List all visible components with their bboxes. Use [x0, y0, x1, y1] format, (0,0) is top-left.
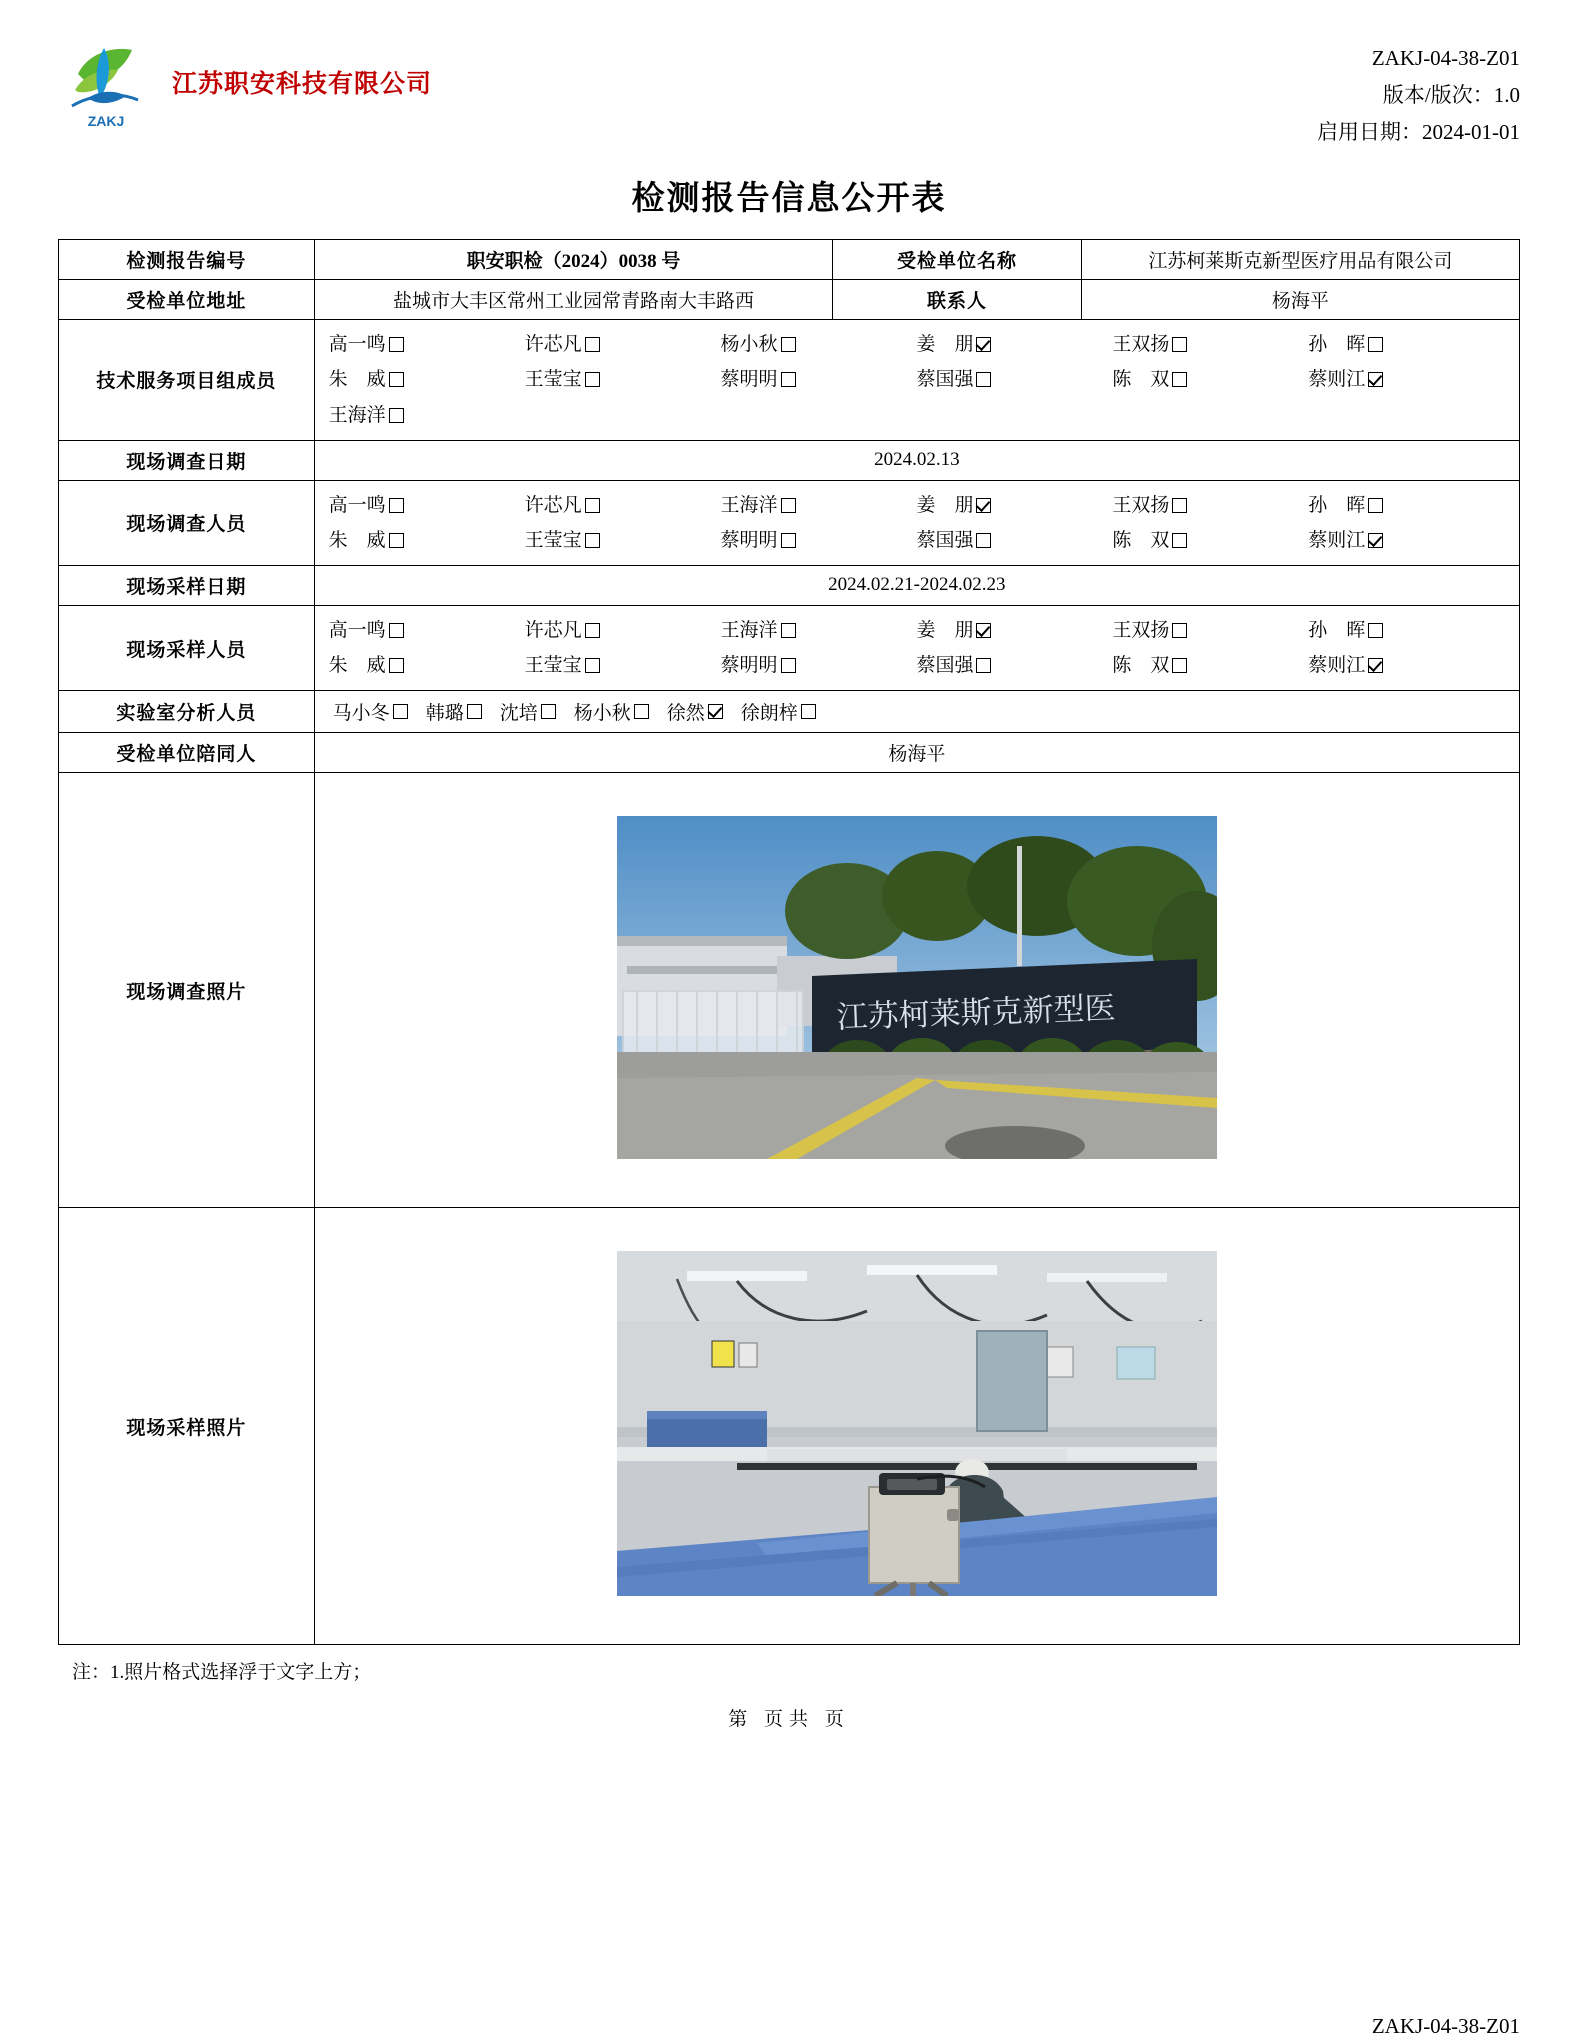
person-checkbox-item[interactable] — [525, 523, 721, 558]
checkbox-icon[interactable] — [781, 623, 796, 638]
person-name: 王莹宝 — [524, 655, 582, 677]
person-checkbox-item[interactable] — [1112, 523, 1308, 558]
person-checkbox-item[interactable] — [333, 698, 408, 725]
person-name: 蔡明明 — [720, 655, 778, 677]
header-right — [1317, 34, 1520, 150]
person-checkbox-item[interactable] — [916, 613, 1112, 648]
person-name: 孙 晖 — [1308, 619, 1366, 641]
checkbox-icon[interactable] — [389, 623, 404, 638]
person-name: 陈 双 — [1112, 529, 1170, 551]
page-number: 第 页共 页 — [728, 1709, 850, 1731]
table-row-sampling-date — [59, 565, 1520, 605]
checkbox-icon[interactable] — [541, 704, 556, 719]
team-members-cell — [314, 320, 1519, 440]
survey-photo-label: 现场调查照片 — [59, 773, 315, 1208]
checkbox-icon[interactable] — [585, 623, 600, 638]
person-checkbox-item[interactable] — [525, 648, 721, 683]
person-name: 许芯凡 — [524, 334, 582, 356]
checkbox-checked-icon[interactable] — [708, 704, 723, 719]
table-row-survey-people — [59, 480, 1520, 565]
person-checkbox-item[interactable] — [329, 613, 525, 648]
company-name: 江苏职安科技有限公司 — [172, 71, 433, 98]
person-name: 王海洋 — [720, 494, 778, 516]
table-row-report-no — [59, 240, 1520, 280]
person-name: 高一鸣 — [328, 619, 386, 641]
unit-addr-label: 受检单位地址 — [59, 280, 315, 320]
contact-value: 杨海平 — [1081, 280, 1519, 320]
person-name: 王莹宝 — [524, 529, 582, 551]
page-title: 检测报告信息公开表 — [631, 181, 947, 218]
person-name: 孙 晖 — [1308, 494, 1366, 516]
checkbox-checked-icon[interactable] — [1368, 372, 1383, 387]
team-label: 技术服务项目组成员 — [59, 320, 315, 440]
checkbox-icon[interactable] — [781, 372, 796, 387]
person-name: 朱 威 — [328, 369, 386, 391]
person-name: 王双扬 — [1112, 619, 1170, 641]
checkbox-icon[interactable] — [389, 337, 404, 352]
sampling-photo — [617, 1251, 1217, 1596]
person-checkbox-item[interactable] — [916, 362, 1112, 397]
checkbox-icon[interactable] — [1368, 623, 1383, 638]
person-checkbox-item[interactable] — [500, 698, 556, 725]
survey-photo — [617, 816, 1217, 1159]
person-name: 沈培 — [499, 703, 538, 725]
person-name: 蔡国强 — [916, 529, 974, 551]
person-checkbox-item[interactable] — [1308, 327, 1504, 362]
report-no-label: 检测报告编号 — [59, 240, 315, 280]
checkbox-icon[interactable] — [976, 533, 991, 548]
person-checkbox-item[interactable] — [916, 648, 1112, 683]
checkbox-icon[interactable] — [389, 498, 404, 513]
table-row-sampling-photo — [59, 1208, 1520, 1645]
person-checkbox-item[interactable] — [329, 362, 525, 397]
person-name: 徐然 — [666, 703, 705, 725]
person-checkbox-item[interactable] — [1308, 613, 1504, 648]
person-name: 孙 晖 — [1308, 334, 1366, 356]
checkbox-icon[interactable] — [801, 704, 816, 719]
person-name: 蔡明明 — [720, 369, 778, 391]
sampling-people-cell — [314, 605, 1519, 690]
checkbox-icon[interactable] — [1368, 498, 1383, 513]
unit-addr-value: 盐城市大丰区常州工业园常青路南大丰路西 — [314, 280, 833, 320]
survey-people-cell — [314, 480, 1519, 565]
footer-doc-code: ZAKJ-04-38-Z01 — [1371, 2014, 1520, 2038]
report-no-value: 职安职检（2024）0038 号 — [314, 240, 833, 280]
person-checkbox-item[interactable] — [1112, 648, 1308, 683]
person-name: 姜 朋 — [916, 334, 974, 356]
checkbox-icon[interactable] — [781, 658, 796, 673]
person-checkbox-item[interactable] — [1308, 362, 1504, 397]
checkbox-icon[interactable] — [585, 533, 600, 548]
survey-photo-cell — [314, 773, 1519, 1208]
table-row-survey-photo — [59, 773, 1520, 1208]
unit-name-value: 江苏柯莱斯克新型医疗用品有限公司 — [1081, 240, 1519, 280]
person-name: 马小冬 — [332, 703, 390, 725]
person-checkbox-item[interactable] — [721, 488, 917, 523]
person-checkbox-item[interactable] — [721, 648, 917, 683]
checkbox-checked-icon[interactable] — [976, 337, 991, 352]
person-checkbox-item[interactable] — [525, 362, 721, 397]
header-left — [58, 34, 432, 130]
person-checkbox-item[interactable] — [721, 613, 917, 648]
table-row-team-members — [59, 320, 1520, 440]
person-checkbox-item[interactable] — [916, 327, 1112, 362]
checkbox-icon[interactable] — [1172, 658, 1187, 673]
sampling-photo-cell — [314, 1208, 1519, 1645]
table-row-sampling-people — [59, 605, 1520, 690]
footer-note: 注：1.照片格式选择浮于文字上方； — [72, 1662, 372, 1684]
person-name: 姜 朋 — [916, 619, 974, 641]
person-checkbox-item[interactable] — [1112, 327, 1308, 362]
person-name: 杨小秋 — [573, 703, 631, 725]
contact-label: 联系人 — [833, 280, 1081, 320]
lab-people-cell — [314, 691, 1519, 733]
person-checkbox-item[interactable] — [329, 488, 525, 523]
person-name: 高一鸣 — [328, 334, 386, 356]
checkbox-icon[interactable] — [1172, 337, 1187, 352]
company-logo-icon — [58, 34, 154, 130]
accompany-label: 受检单位陪同人 — [59, 733, 315, 773]
survey-people-grid — [329, 488, 1509, 558]
person-name: 王莹宝 — [524, 369, 582, 391]
checkbox-checked-icon[interactable] — [1368, 533, 1383, 548]
checkbox-icon[interactable] — [389, 372, 404, 387]
checkbox-checked-icon[interactable] — [976, 623, 991, 638]
person-name: 陈 双 — [1112, 369, 1170, 391]
table-row-lab-people — [59, 691, 1520, 733]
person-name: 韩璐 — [425, 703, 464, 725]
checkbox-icon[interactable] — [467, 704, 482, 719]
table-row-unit-address — [59, 280, 1520, 320]
person-checkbox-item[interactable] — [916, 523, 1112, 558]
person-checkbox-item[interactable] — [574, 698, 649, 725]
checkbox-icon[interactable] — [585, 372, 600, 387]
survey-date-label: 现场调查日期 — [59, 440, 315, 480]
checkbox-icon[interactable] — [585, 658, 600, 673]
checkbox-icon[interactable] — [389, 533, 404, 548]
checkbox-icon[interactable] — [585, 498, 600, 513]
person-name: 王双扬 — [1112, 494, 1170, 516]
logo-text: ZAKJ — [87, 113, 125, 129]
table-row-survey-date — [59, 440, 1520, 480]
team-members-grid — [329, 327, 1509, 432]
checkbox-icon[interactable] — [1172, 533, 1187, 548]
person-name: 朱 威 — [328, 529, 386, 551]
person-checkbox-item[interactable] — [721, 327, 917, 362]
person-name: 杨小秋 — [720, 334, 778, 356]
person-name: 蔡明明 — [720, 529, 778, 551]
doc-version: 版本/版次：1.0 — [1382, 82, 1520, 107]
lab-people-label: 实验室分析人员 — [59, 691, 315, 733]
doc-effective-date: 启用日期：2024-01-01 — [1317, 119, 1520, 144]
checkbox-icon[interactable] — [1172, 623, 1187, 638]
unit-name-label: 受检单位名称 — [833, 240, 1081, 280]
checkbox-icon[interactable] — [781, 498, 796, 513]
accompany-value: 杨海平 — [314, 733, 1519, 773]
sampling-people-grid — [329, 613, 1509, 683]
person-checkbox-item[interactable] — [1112, 362, 1308, 397]
checkbox-icon[interactable] — [1172, 498, 1187, 513]
person-checkbox-item[interactable] — [1308, 488, 1504, 523]
survey-date-value: 2024.02.13 — [314, 440, 1519, 480]
person-name: 王海洋 — [720, 619, 778, 641]
person-checkbox-item[interactable] — [1308, 523, 1504, 558]
survey-photo-sign-text: 江苏柯莱斯克新型医 — [835, 990, 1116, 1035]
person-checkbox-item[interactable] — [329, 648, 525, 683]
survey-people-label: 现场调查人员 — [59, 480, 315, 565]
person-checkbox-item[interactable] — [525, 613, 721, 648]
person-name: 蔡国强 — [916, 655, 974, 677]
person-checkbox-item[interactable] — [721, 362, 917, 397]
checkbox-icon[interactable] — [781, 533, 796, 548]
doc-code: ZAKJ-04-38-Z01 — [1371, 46, 1520, 70]
person-checkbox-item[interactable] — [426, 698, 482, 725]
person-checkbox-item[interactable] — [1112, 488, 1308, 523]
person-checkbox-item[interactable] — [329, 327, 525, 362]
checkbox-icon[interactable] — [634, 704, 649, 719]
checkbox-icon[interactable] — [976, 658, 991, 673]
person-checkbox-item[interactable] — [667, 698, 723, 725]
person-name: 许芯凡 — [524, 494, 582, 516]
checkbox-icon[interactable] — [393, 704, 408, 719]
person-name: 陈 双 — [1112, 655, 1170, 677]
person-name: 朱 威 — [328, 655, 386, 677]
person-checkbox-item[interactable] — [1308, 648, 1504, 683]
checkbox-icon[interactable] — [585, 337, 600, 352]
table-row-accompany — [59, 733, 1520, 773]
checkbox-icon[interactable] — [389, 658, 404, 673]
sampling-people-label: 现场采样人员 — [59, 605, 315, 690]
document-header — [58, 24, 1520, 150]
checkbox-checked-icon[interactable] — [1368, 658, 1383, 673]
person-checkbox-item[interactable] — [916, 488, 1112, 523]
person-name: 许芯凡 — [524, 619, 582, 641]
person-checkbox-item[interactable] — [741, 698, 816, 725]
person-name: 高一鸣 — [328, 494, 386, 516]
person-checkbox-item[interactable] — [329, 398, 525, 433]
person-name: 蔡则江 — [1308, 655, 1366, 677]
person-name: 徐朗梓 — [740, 703, 798, 725]
sampling-date-value: 2024.02.21-2024.02.23 — [314, 565, 1519, 605]
checkbox-icon[interactable] — [976, 372, 991, 387]
checkbox-icon[interactable] — [1172, 372, 1187, 387]
info-table — [58, 239, 1520, 1645]
person-checkbox-item[interactable] — [1112, 613, 1308, 648]
person-name: 蔡国强 — [916, 369, 974, 391]
checkbox-checked-icon[interactable] — [976, 498, 991, 513]
person-name: 姜 朋 — [916, 494, 974, 516]
lab-people-grid — [329, 698, 1509, 725]
person-name: 蔡则江 — [1308, 529, 1366, 551]
person-checkbox-item[interactable] — [721, 523, 917, 558]
sampling-photo-label: 现场采样照片 — [59, 1208, 315, 1645]
person-name: 王双扬 — [1112, 334, 1170, 356]
checkbox-icon[interactable] — [1368, 337, 1383, 352]
sampling-date-label: 现场采样日期 — [59, 565, 315, 605]
person-checkbox-item[interactable] — [329, 523, 525, 558]
checkbox-icon[interactable] — [389, 408, 404, 423]
person-name: 蔡则江 — [1308, 369, 1366, 391]
person-checkbox-item[interactable] — [525, 327, 721, 362]
person-name: 王海洋 — [328, 404, 386, 426]
person-checkbox-item[interactable] — [525, 488, 721, 523]
checkbox-icon[interactable] — [781, 337, 796, 352]
